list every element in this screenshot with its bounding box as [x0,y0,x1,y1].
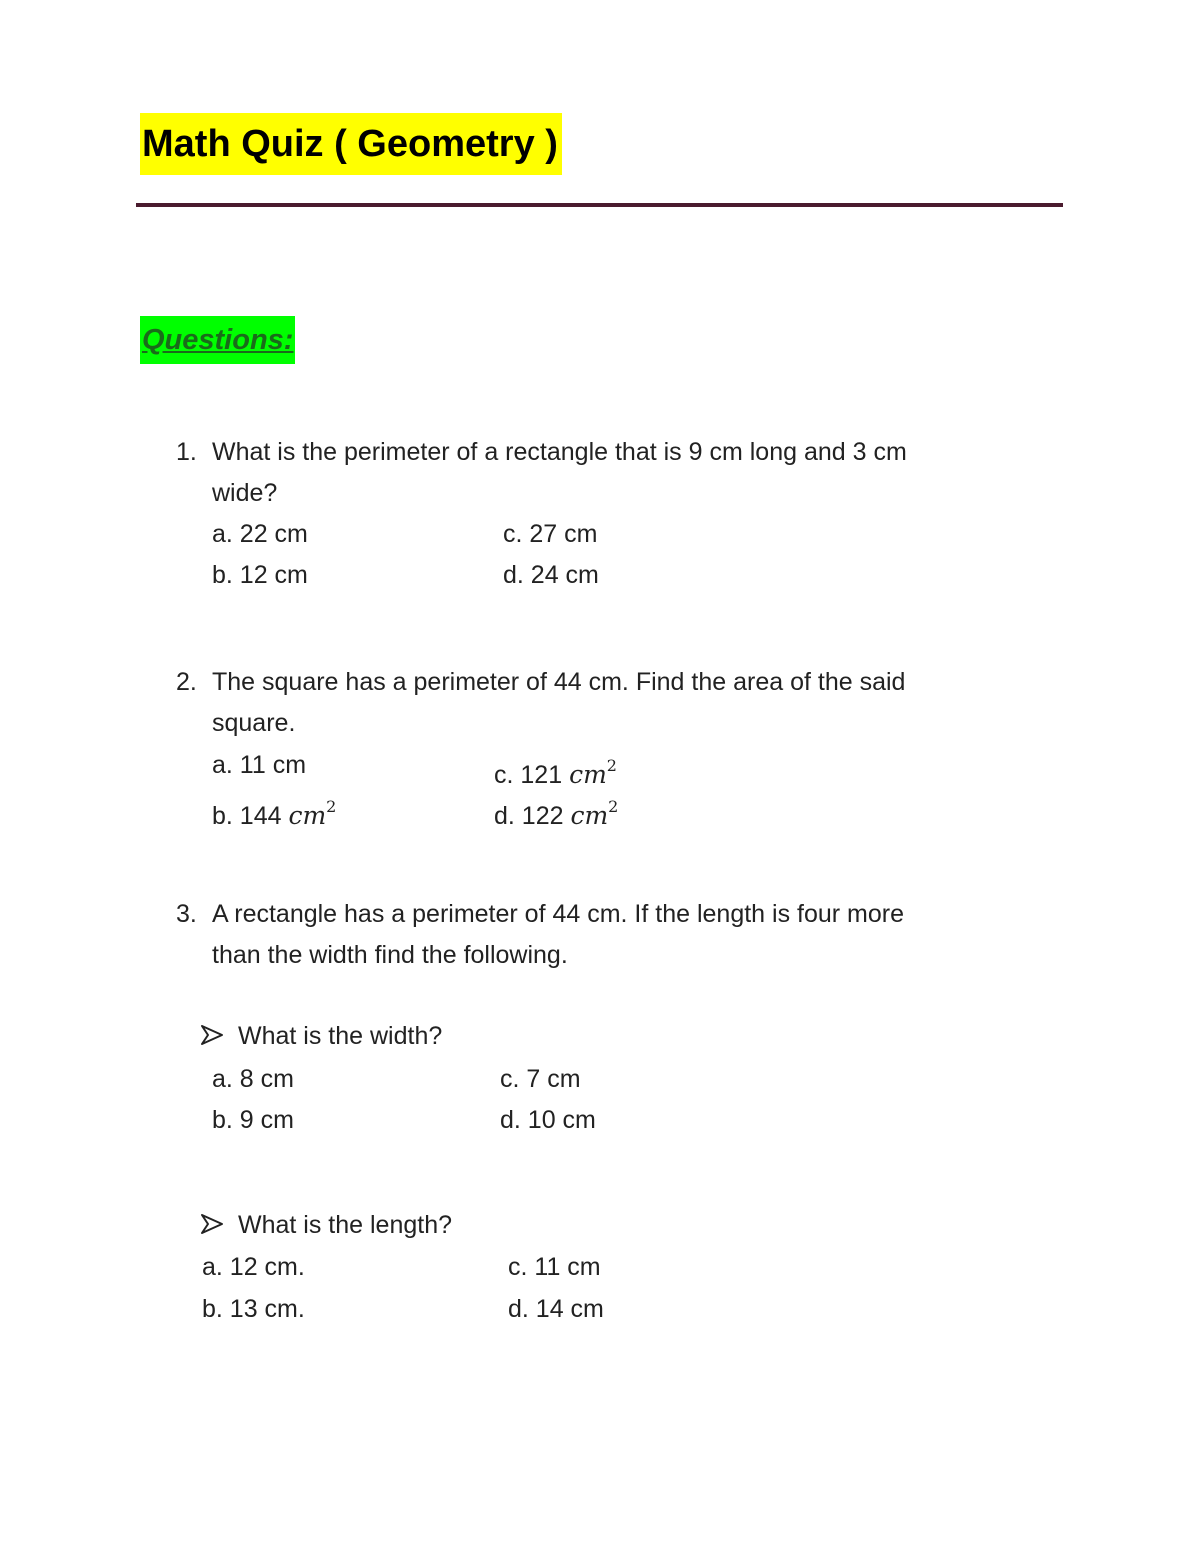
unit-cm: cm [570,801,609,830]
question-number: 2. [176,668,197,696]
question-text: A rectangle has a perimeter of 44 cm. If the length is four more [212,900,905,928]
title-divider [136,203,1063,207]
answer-option-a: a. 12 cm. [202,1253,305,1281]
answer-option-c: c. 7 cm [500,1065,581,1093]
option-d-value: d. 122 [494,802,571,830]
subquestion-text: What is the width? [238,1022,443,1050]
question-number: 1. [176,438,197,466]
question-text: What is the perimeter of a rectangle that is 9 cm long and 3 cm [212,438,907,466]
exponent: 2 [608,797,619,816]
answer-option-b: b. 12 cm [212,561,308,589]
question-number: 3. [176,900,197,928]
question-text-continued: than the width find the following. [212,941,568,969]
arrowhead-bullet-icon [200,1205,230,1246]
answer-option-a: a. 22 cm [212,520,308,548]
answer-option-d: d. 24 cm [503,561,599,589]
answer-option-c: c. 27 cm [503,520,598,548]
option-b-value: b. 144 [212,802,289,830]
exponent: 2 [326,797,337,816]
arrowhead-bullet-icon [200,1016,230,1057]
answer-option-a: a. 8 cm [212,1065,294,1093]
answer-option-b: b. 9 cm [212,1106,294,1134]
answer-option-d [494,786,618,837]
subquestion-length [200,1205,452,1246]
unit-cm: cm [288,801,327,830]
answer-option-a: a. 11 cm [212,751,307,779]
answer-option-d: d. 14 cm [508,1295,604,1323]
questions-heading: Questions: [140,316,295,364]
answer-option-d: d. 10 cm [500,1106,596,1134]
subquestion-width [200,1016,442,1057]
page-title: Math Quiz ( Geometry ) [140,113,562,175]
questions-heading-block [140,316,295,364]
unit-cm: cm [569,760,607,789]
answer-option-b [212,786,336,837]
question-text-continued: wide? [212,479,278,507]
answer-option-c: c. 11 cm [508,1253,601,1281]
question-text: The square has a perimeter of 44 cm. Find the area of the said [212,668,906,696]
answer-option-b: b. 13 cm. [202,1295,305,1323]
title-block [140,113,562,175]
option-c-value: c. 121 [494,761,570,789]
question-text-continued: square. [212,709,296,737]
subquestion-text: What is the length? [238,1211,453,1239]
exponent: 2 [606,756,617,775]
